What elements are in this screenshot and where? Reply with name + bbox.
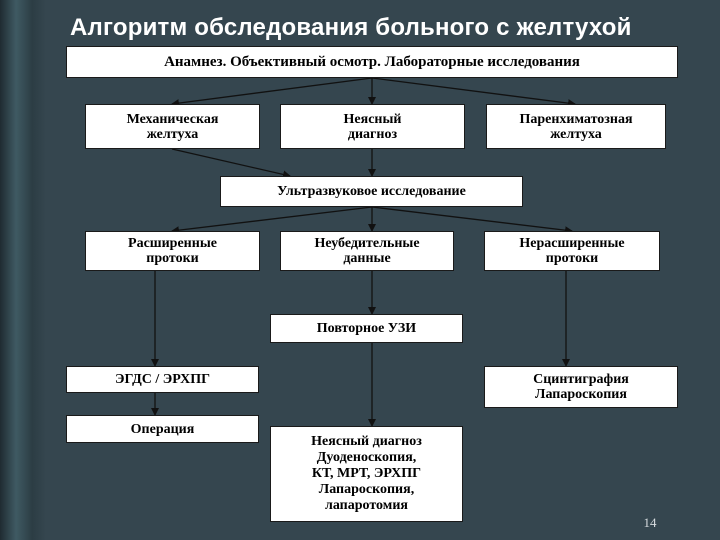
box-operation: Операция <box>66 415 259 443</box>
arrow-mechanical-to-ultrasound <box>172 149 290 176</box>
page-number: 14 <box>643 515 657 530</box>
box-egds-ercp: ЭГДС / ЭРХПГ <box>66 366 259 393</box>
box-mechanical-jaundice: Механическая желтуха <box>85 104 260 149</box>
arrow-anamnesis-to-parenchymal <box>372 78 575 104</box>
box-unconvincing-data: Неубедительные данные <box>280 231 454 271</box>
box-anamnesis: Анамнез. Объективный осмотр. Лабораторные исследования <box>66 46 678 78</box>
arrow-anamnesis-to-mechanical <box>172 78 372 104</box>
arrow-ultrasound-to-not-dilated <box>372 207 572 231</box>
box-scintigraphy-laparoscopy: Сцинтиграфия Лапароскопия <box>484 366 678 408</box>
box-parenchymal-jaundice: Паренхиматозная желтуха <box>486 104 666 149</box>
box-repeat-ultrasound: Повторное УЗИ <box>270 314 463 343</box>
slide-title: Алгоритм обследования больного с желтухой <box>70 14 632 41</box>
arrow-ultrasound-to-dilated <box>172 207 372 231</box>
box-not-dilated-ducts: Нерасширенные протоки <box>484 231 660 271</box>
box-dilated-ducts: Расширенные протоки <box>85 231 260 271</box>
box-unclear-diagnosis: Неясный диагноз <box>280 104 465 149</box>
box-ultrasound: Ультразвуковое исследование <box>220 176 523 207</box>
box-unclear-final-diagnosis: Неясный диагноз Дуоденоскопия, КТ, МРТ, ЭРХПГ Лапароскопия, лапаротомия <box>270 426 463 522</box>
